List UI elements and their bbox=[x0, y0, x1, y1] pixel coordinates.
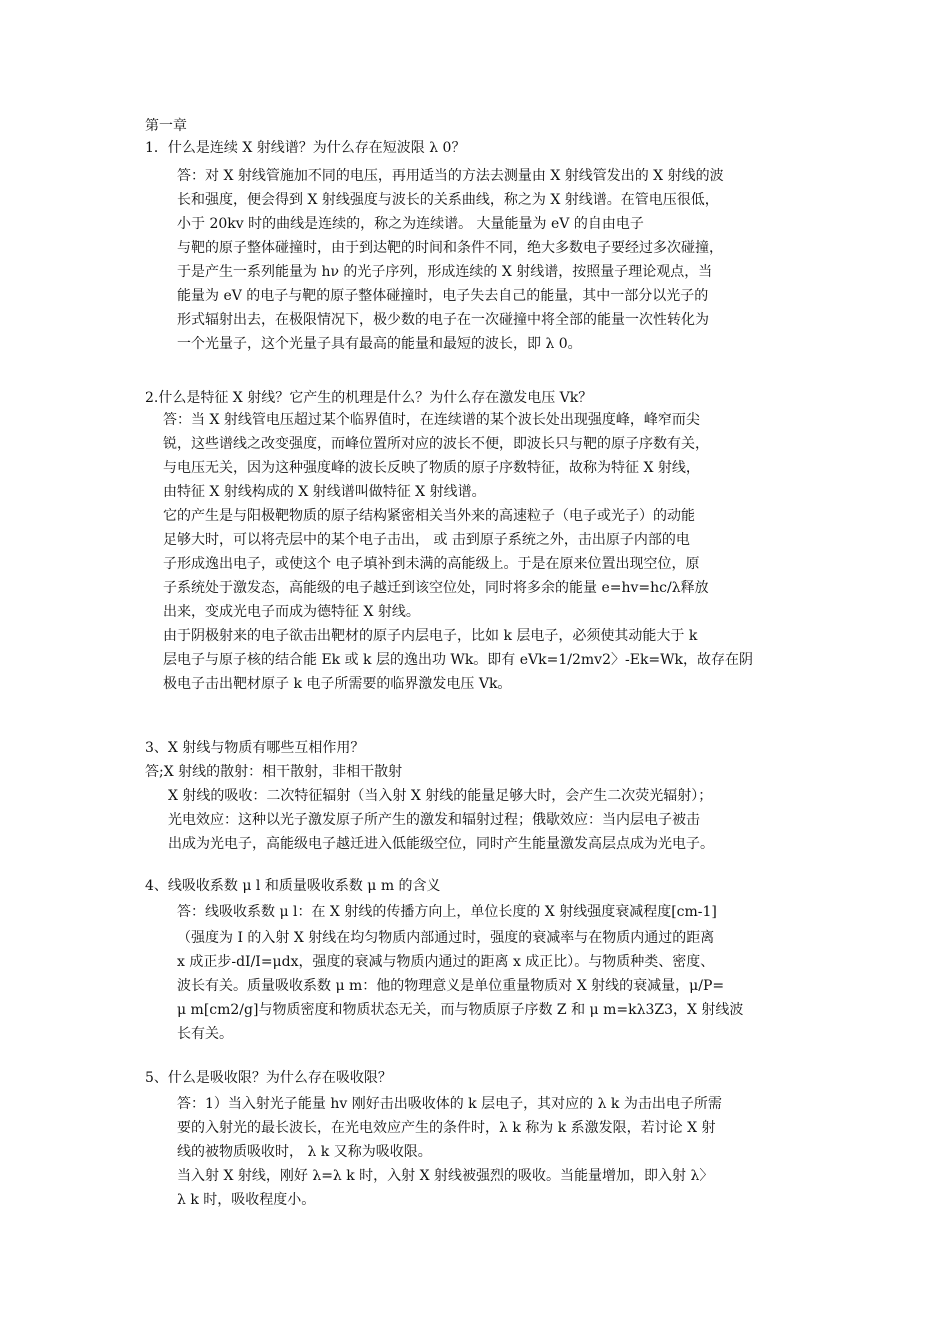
answer-2-line: 答：当 X 射线管电压超过某个临界值时，在连续谱的某个波长处出现强度峰，峰窄而尖 bbox=[163, 412, 700, 428]
question-3: 3、X 射线与物质有哪些互相作用？ bbox=[145, 740, 365, 756]
question-4: 4、线吸收系数 μ l 和质量吸收系数 μ m 的含义 bbox=[145, 878, 441, 894]
question-5: 5、什么是吸收限？为什么存在吸收限？ bbox=[145, 1070, 392, 1086]
answer-1-line: 与靶的原子整体碰撞时，由于到达靶的时间和条件不同，绝大多数电子要经过多次碰撞， bbox=[177, 240, 723, 256]
answer-2-line: 足够大时，可以将壳层中的某个电子击出， 或 击到原子系统之外，击出原子内部的电 bbox=[163, 532, 690, 548]
answer-2-line: 与电压无关，因为这种强度峰的波长反映了物质的原子序数特征，故称为特征 X 射线， bbox=[163, 460, 700, 476]
answer-4-line: 波长有关。质量吸收系数 μ m：他的物理意义是单位重量物质对 X 射线的衰减量，μ/P= bbox=[177, 978, 725, 994]
answer-4-line: （强度为 I 的入射 X 射线在均匀物质内部通过时，强度的衰减率与在物质内通过的距离 bbox=[177, 930, 715, 946]
answer-5-line: 线的被物质吸收时， λ k 又称为吸收限。 bbox=[177, 1144, 432, 1160]
answer-3-line: X 射线的吸收：二次特征辐射（当入射 X 射线的能量足够大时，会产生二次荧光辐射）； bbox=[168, 788, 713, 804]
answer-1-line: 一个光量子，这个光量子具有最高的能量和最短的波长，即 λ 0。 bbox=[177, 336, 582, 352]
question-2: 2.什么是特征 X 射线？它产生的机理是什么？为什么存在激发电压 Vk？ bbox=[145, 390, 593, 406]
answer-2-line: 由于阴极射来的电子欲击出靶材的原子内层电子，比如 k 层电子，必须使其动能大于 k bbox=[163, 628, 698, 644]
answer-4-line: 答：线吸收系数 μ l：在 X 射线的传播方向上，单位长度的 X 射线强度衰减程度[cm-1] bbox=[177, 904, 717, 920]
question-1: 1．什么是连续 X 射线谱？为什么存在短波限 λ 0？ bbox=[145, 140, 466, 156]
answer-2-line: 锐，这些谱线之改变强度，而峰位置所对应的波长不便，即波长只与靶的原子序数有关， bbox=[163, 436, 709, 452]
answer-3-line: 光电效应：这种以光子激发原子所产生的激发和辐射过程；俄歇效应：当内层电子被击 bbox=[168, 812, 700, 828]
answer-5-line: 当入射 X 射线，刚好 λ=λ k 时，入射 X 射线被强烈的吸收。当能量增加，即入射 λ〉 bbox=[177, 1168, 714, 1184]
answer-5-line: 答：1）当入射光子能量 hv 刚好击出吸收体的 k 层电子，其对应的 λ k 为击出电子所需 bbox=[177, 1096, 722, 1112]
answer-2-line: 由特征 X 射线构成的 X 射线谱叫做特征 X 射线谱。 bbox=[163, 484, 486, 500]
answer-2-line: 它的产生是与阳极靶物质的原子结构紧密相关当外来的高速粒子（电子或光子）的动能 bbox=[163, 508, 695, 524]
answer-3-line: 出成为光电子，高能级电子越迁进入低能级空位，同时产生能量激发高层点成为光电子。 bbox=[168, 836, 714, 852]
answer-3-first-line: 答;X 射线的散射：相干散射，非相干散射 bbox=[145, 764, 403, 780]
answer-4-line: μ m[cm2/g]与物质密度和物质状态无关，而与物质原子序数 Z 和 μ m=kλ3Z3，X 射线波 bbox=[177, 1002, 744, 1018]
answer-1-line: 小于 20kv 时的曲线是连续的，称之为连续谱。 大量能量为 eV 的自由电子 bbox=[177, 216, 644, 232]
answer-2-line: 子系统处于激发态，高能级的电子越迁到该空位处，同时将多余的能量 e=hv=hc/λ释放 bbox=[163, 580, 709, 596]
answer-4-line: 长有关。 bbox=[177, 1026, 233, 1042]
answer-1-line: 于是产生一系列能量为 hν 的光子序列，形成连续的 X 射线谱，按照量子理论观点，当 bbox=[177, 264, 713, 280]
answer-2-line: 层电子与原子核的结合能 Ek 或 k 层的逸出功 Wk。即有 eVk=1/2mv2〉-Ek=Wk，故存在阴 bbox=[163, 652, 754, 668]
answer-1-line: 长和强度，便会得到 X 射线强度与波长的关系曲线，称之为 X 射线谱。在管电压很低， bbox=[177, 192, 719, 208]
chapter-title: 第一章 bbox=[145, 118, 187, 134]
answer-1-line: 能量为 eV 的电子与靶的原子整体碰撞时，电子失去自己的能量，其中一部分以光子的 bbox=[177, 288, 709, 304]
answer-2-line: 出来，变成光电子而成为德特征 X 射线。 bbox=[163, 604, 420, 620]
answer-5-line: 要的入射光的最长波长，在光电效应产生的条件时，λ k 称为 k 系激发限，若讨论 X 射 bbox=[177, 1120, 716, 1136]
answer-2-line: 子形成逸出电子，或使这个 电子填补到未满的高能级上。于是在原来位置出现空位，原 bbox=[163, 556, 700, 572]
answer-5-line: λ k 时，吸收程度小。 bbox=[177, 1192, 316, 1208]
answer-4-line: x 成正步-dI/I=μdx，强度的衰减与物质内通过的距离 x 成正比）。与物质种类、密度、 bbox=[177, 954, 715, 970]
answer-1-line: 答：对 X 射线管施加不同的电压，再用适当的方法去测量由 X 射线管发出的 X 射线的波 bbox=[177, 168, 724, 184]
answer-2-line: 极电子击出靶材原子 k 电子所需要的临界激发电压 Vk。 bbox=[163, 676, 512, 692]
answer-1-line: 形式辐射出去，在极限情况下，极少数的电子在一次碰撞中将全部的能量一次性转化为 bbox=[177, 312, 709, 328]
